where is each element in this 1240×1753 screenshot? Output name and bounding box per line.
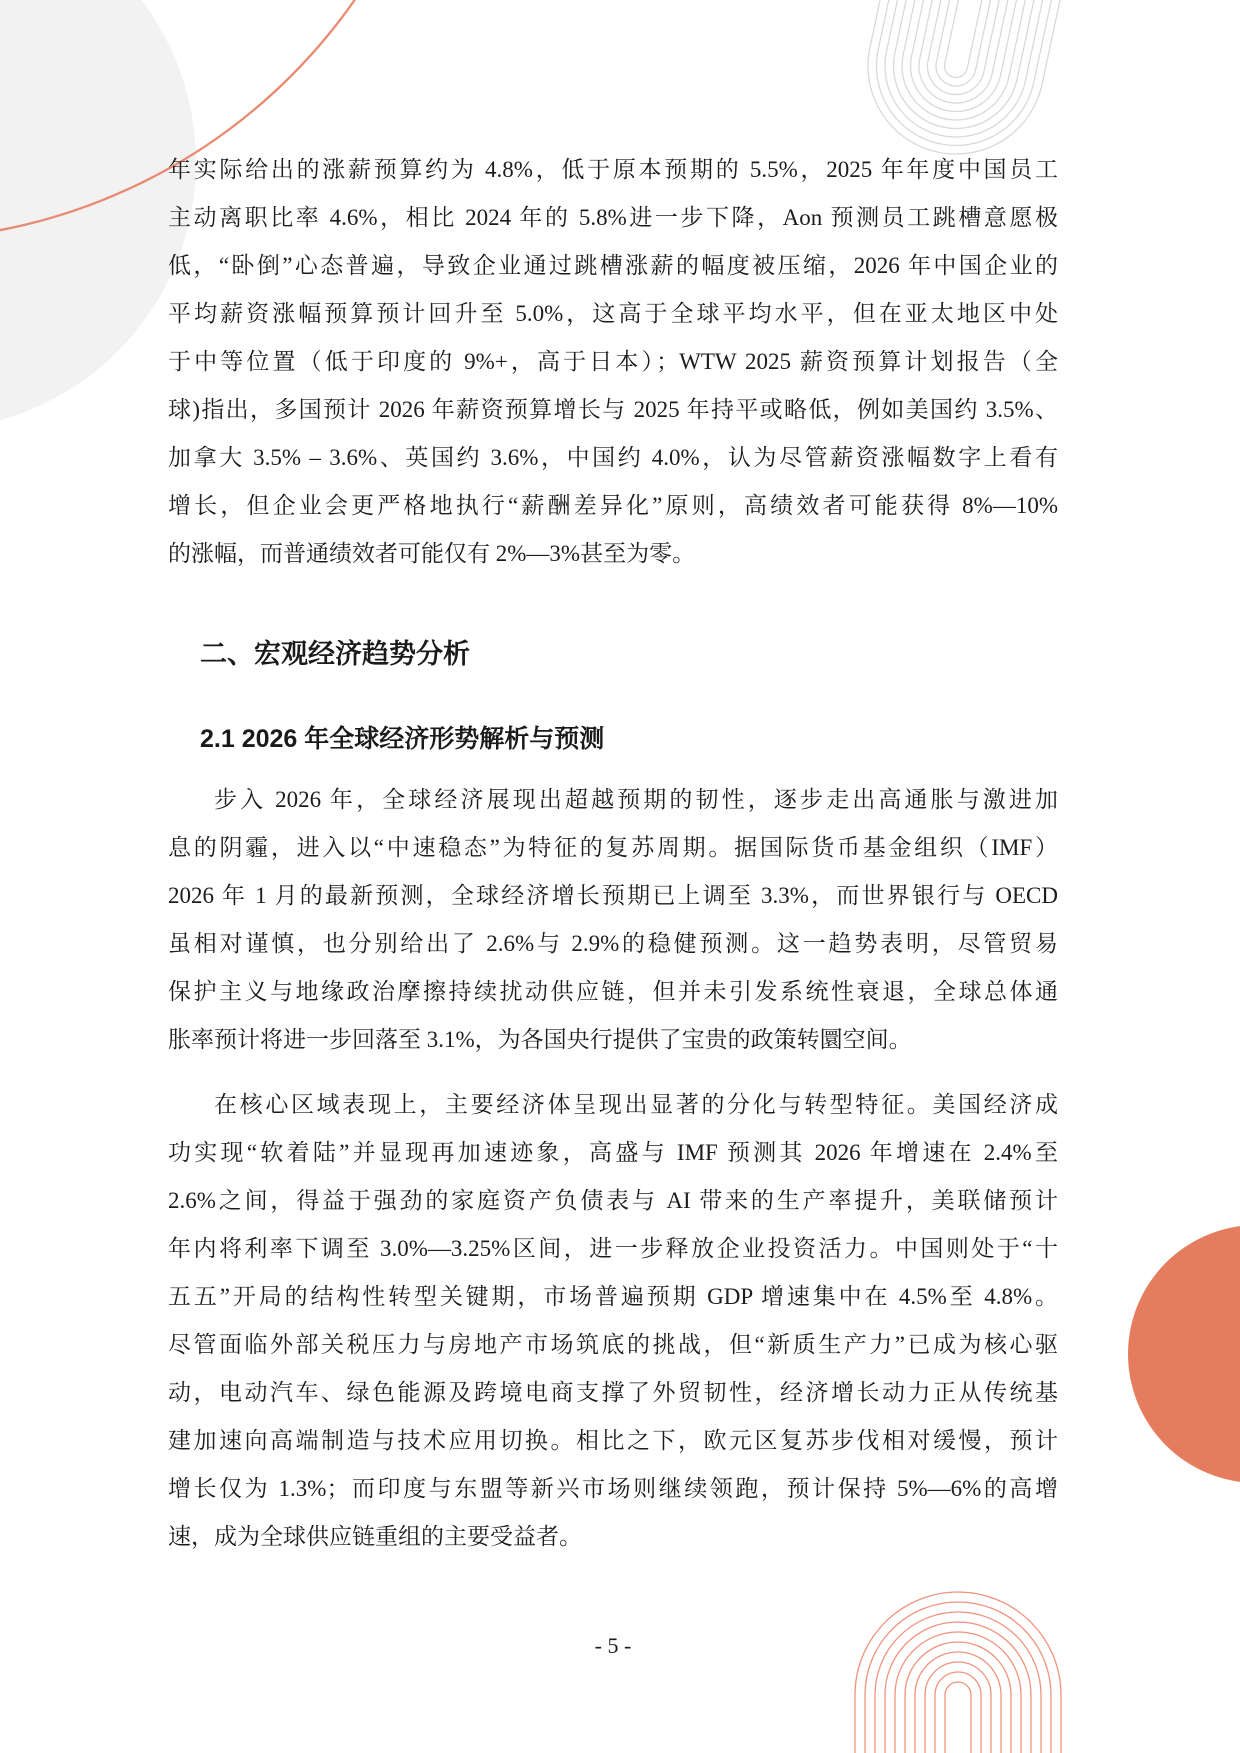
- text-line: 建加速向高端制造与技术应用切换。相比之下，欧元区复苏步伐相对缓慢，预计: [168, 1428, 1058, 1453]
- page-number: - 5 -: [594, 1633, 632, 1658]
- text-line: 的涨幅，而普通绩效者可能仅有 2%—3%甚至为零。: [168, 541, 696, 566]
- fingerprint-arcs-bottom-icon: [855, 1592, 1061, 1753]
- text-line: 2.6%之间，得益于强劲的家庭资产负债表与 AI 带来的生产率提升，美联储预计: [168, 1188, 1058, 1213]
- text-line: 加拿大 3.5% – 3.6%、英国约 3.6%，中国约 4.0%，认为尽管薪资涨幅数字上看有: [168, 445, 1058, 470]
- subsection-heading: 2.1 2026 年全球经济形势解析与预测: [200, 725, 605, 753]
- text-line: 在核心区域表现上，主要经济体呈现出显著的分化与转型特征。美国经济成: [214, 1092, 1058, 1117]
- text-line: 年实际给出的涨薪预算约为 4.8%，低于原本预期的 5.5%，2025 年年度中国员工: [168, 157, 1058, 182]
- text-line: 增长，但企业会更严格地执行“薪酬差异化”原则，高绩效者可能获得 8%—10%: [168, 493, 1058, 518]
- paragraph: [168, 776, 1058, 1064]
- text-line: 主动离职比率 4.6%，相比 2024 年的 5.8%进一步下降，Aon 预测员工跳槽意愿极: [168, 205, 1058, 230]
- text-line: 平均薪资涨幅预算预计回升至 5.0%，这高于全球平均水平，但在亚太地区中处: [168, 301, 1058, 326]
- text-line: 动，电动汽车、绿色能源及跨境电商支撑了外贸韧性，经济增长动力正从传统基: [168, 1380, 1058, 1405]
- text-line: 息的阴霾，进入以“中速稳态”为特征的复苏周期。据国际货币基金组织（IMF）: [168, 835, 1058, 860]
- paragraph: [168, 146, 1058, 578]
- text-line: 功实现“软着陆”并显现再加速迹象，高盛与 IMF 预测其 2026 年增速在 2.4%至: [168, 1140, 1058, 1165]
- text-line: 虽相对谨慎，也分别给出了 2.6%与 2.9%的稳健预测。这一趋势表明，尽管贸易: [168, 931, 1058, 956]
- text-line: 尽管面临外部关税压力与房地产市场筑底的挑战，但“新质生产力”已成为核心驱: [168, 1332, 1058, 1357]
- fingerprint-arcs-top-icon: [852, 0, 1079, 170]
- section-heading: 二、宏观经济趋势分析: [200, 639, 470, 670]
- text-line: 保护主义与地缘政治摩擦持续扰动供应链，但并未引发系统性衰退，全球总体通: [168, 979, 1058, 1004]
- text-line: 年内将利率下调至 3.0%—3.25%区间，进一步释放企业投资活力。中国则处于“十: [168, 1236, 1058, 1261]
- text-line: 五五”开局的结构性转型关键期，市场普遍预期 GDP 增速集中在 4.5%至 4.8%。: [168, 1284, 1058, 1309]
- text-line: 胀率预计将进一步回落至 3.1%，为各国央行提供了宝贵的政策转圜空间。: [168, 1027, 912, 1052]
- text-line: 增长仅为 1.3%；而印度与东盟等新兴市场则继续领跑，预计保持 5%—6%的高增: [168, 1476, 1058, 1501]
- text-line: 速，成为全球供应链重组的主要受益者。: [168, 1524, 582, 1549]
- text-line: 步入 2026 年，全球经济展现出超越预期的韧性，逐步走出高通胀与激进加: [214, 787, 1058, 812]
- paragraph: [168, 1081, 1058, 1561]
- decorative-solid-salmon-circle: [1128, 1225, 1240, 1483]
- text-line: 于中等位置（低于印度的 9%+，高于日本）；WTW 2025 薪资预算计划报告（全: [168, 349, 1058, 374]
- text-line: 2026 年 1 月的最新预测，全球经济增长预期已上调至 3.3%，而世界银行与 OECD: [168, 883, 1058, 908]
- decorative-gray-circle: [0, 0, 196, 430]
- text-line: 球)指出，多国预计 2026 年薪资预算增长与 2025 年持平或略低，例如美国约 3.5%、: [168, 397, 1058, 422]
- text-line: 低，“卧倒”心态普遍，导致企业通过跳槽涨薪的幅度被压缩，2026 年中国企业的: [168, 253, 1058, 278]
